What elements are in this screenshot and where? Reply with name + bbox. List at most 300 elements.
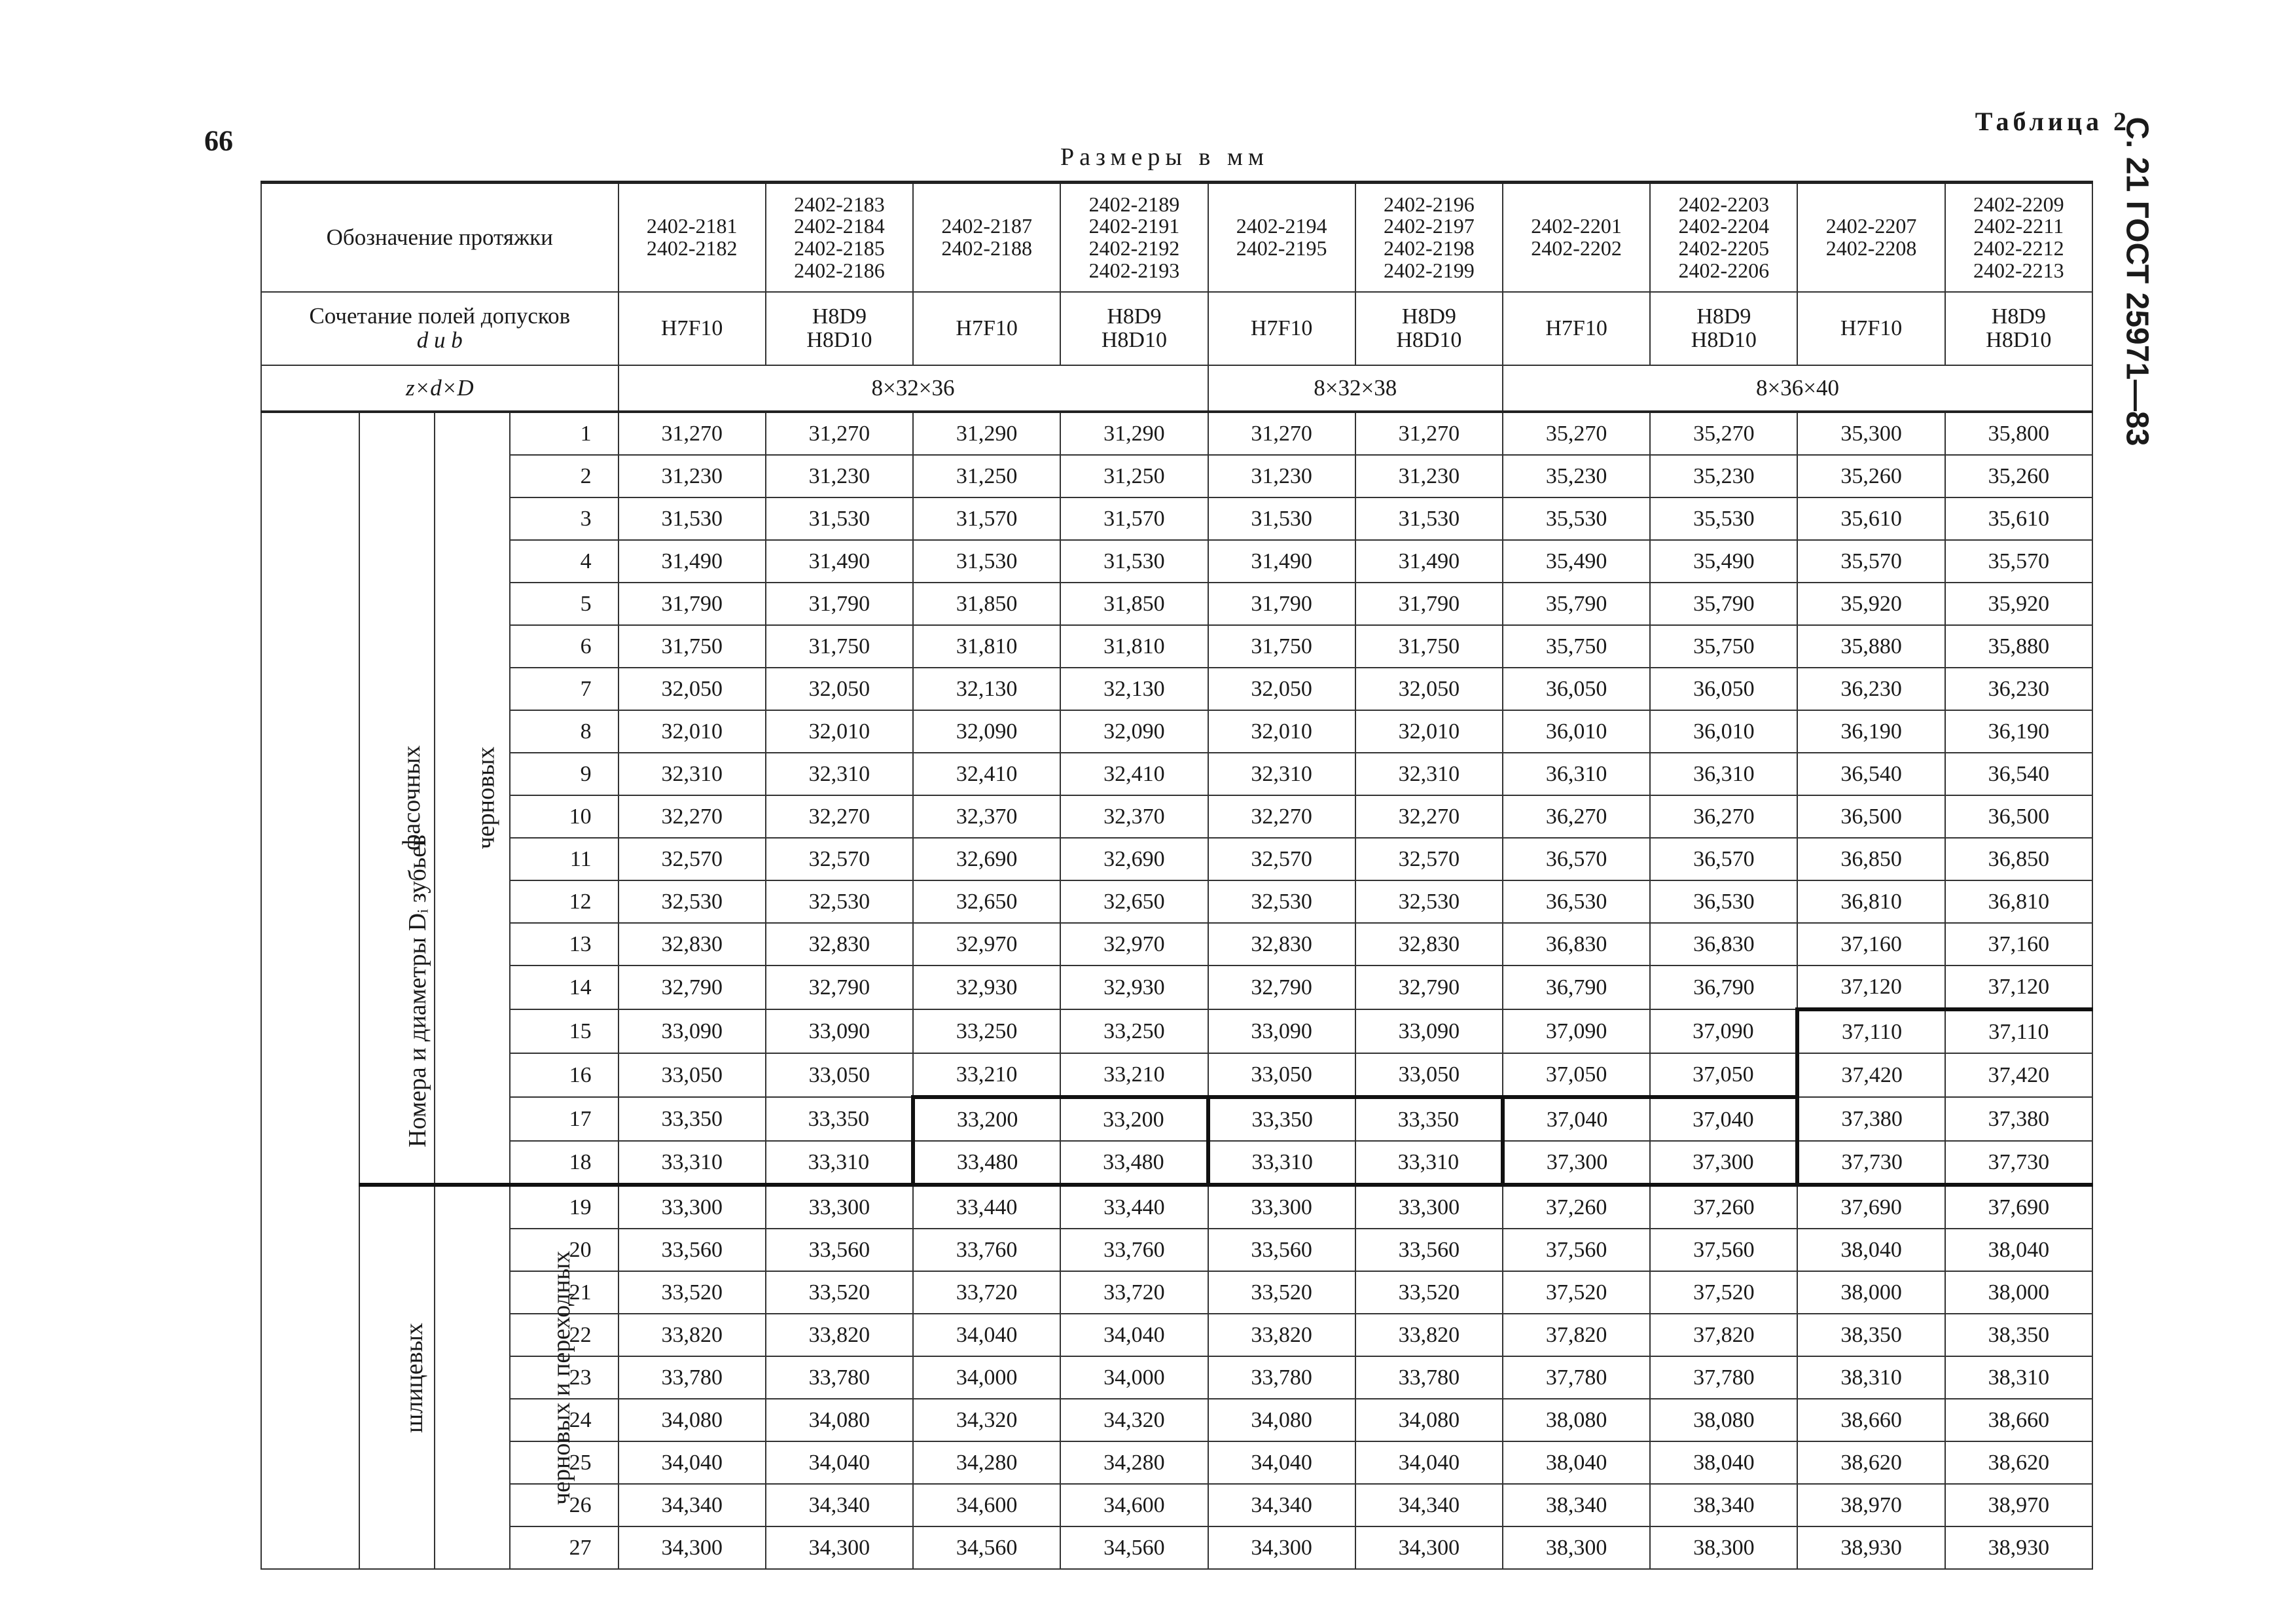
diameter-cell: 38,310 xyxy=(1797,1356,1945,1399)
diameter-cell: 36,850 xyxy=(1945,838,2092,880)
tooth-number: 19 xyxy=(510,1185,618,1229)
tolerance-code: H8D10 xyxy=(806,328,872,352)
designation-code: 2402-2211 xyxy=(1973,214,2064,238)
tolerance-row xyxy=(261,292,2092,365)
diameter-cell: 33,780 xyxy=(618,1356,766,1399)
stub-outer-text: Номера и диаметры Dᵢ зубьев xyxy=(403,834,431,1147)
diameter-cell: 34,340 xyxy=(766,1484,913,1526)
diameter-cell: 33,350 xyxy=(1208,1097,1355,1141)
diameter-cell: 36,530 xyxy=(1650,880,1797,923)
table-row xyxy=(261,1141,2092,1185)
diameter-cell: 33,560 xyxy=(1208,1229,1355,1271)
diameter-cell: 37,730 xyxy=(1945,1141,2092,1185)
table-row xyxy=(261,625,2092,668)
diameter-cell: 34,560 xyxy=(913,1526,1060,1569)
diameter-cell: 34,300 xyxy=(1355,1526,1503,1569)
table-row xyxy=(261,923,2092,965)
diameter-cell: 38,340 xyxy=(1650,1484,1797,1526)
tolerance-code: H7F10 xyxy=(1545,316,1607,341)
designation-row xyxy=(261,183,2092,293)
tooth-number: 2 xyxy=(510,455,618,497)
tooth-number: 16 xyxy=(510,1053,618,1097)
tolerance-col-5 xyxy=(1208,292,1355,365)
table-row xyxy=(261,1097,2092,1141)
diameter-cell: 32,010 xyxy=(1355,710,1503,753)
designation-code: 2402-2191 xyxy=(1088,214,1180,238)
tolerance-code: H8D10 xyxy=(1691,328,1757,352)
designation-code: 2402-2206 xyxy=(1678,258,1770,282)
diameter-cell: 32,570 xyxy=(766,838,913,880)
diameter-cell: 33,780 xyxy=(766,1356,913,1399)
diameter-cell: 38,660 xyxy=(1945,1399,2092,1441)
tooth-number: 4 xyxy=(510,540,618,583)
diameter-cell: 37,420 xyxy=(1945,1053,2092,1097)
diameter-cell: 37,520 xyxy=(1503,1271,1650,1314)
diameter-cell: 33,480 xyxy=(1060,1141,1208,1185)
diameter-cell: 32,970 xyxy=(913,923,1060,965)
diameter-cell: 33,350 xyxy=(766,1097,913,1141)
diameter-cell: 32,830 xyxy=(618,923,766,965)
designation-label: Обозначение протяжки xyxy=(261,183,618,293)
diameter-cell: 33,350 xyxy=(1355,1097,1503,1141)
diameter-cell: 31,250 xyxy=(1060,455,1208,497)
diameter-cell: 31,270 xyxy=(1355,412,1503,455)
table-row xyxy=(261,1271,2092,1314)
designation-col-4 xyxy=(1060,183,1208,293)
diameter-cell: 33,720 xyxy=(913,1271,1060,1314)
diameter-cell: 37,040 xyxy=(1650,1097,1797,1141)
diameter-cell: 31,530 xyxy=(1208,497,1355,540)
diameter-cell: 33,350 xyxy=(618,1097,766,1141)
tooth-number: 11 xyxy=(510,838,618,880)
tolerance-col-9 xyxy=(1797,292,1945,365)
diameter-cell: 31,810 xyxy=(1060,625,1208,668)
tooth-number: 1 xyxy=(510,412,618,455)
designation-code: 2402-2189 xyxy=(1088,192,1180,216)
diameter-cell: 34,000 xyxy=(913,1356,1060,1399)
diameter-cell: 33,480 xyxy=(913,1141,1060,1185)
diameter-cell: 37,120 xyxy=(1797,965,1945,1009)
tooth-number: 21 xyxy=(510,1271,618,1314)
diameter-cell: 33,300 xyxy=(1355,1185,1503,1229)
designation-code: 2402-2181 xyxy=(646,214,738,238)
tolerance-col-8 xyxy=(1650,292,1797,365)
diameter-cell: 34,340 xyxy=(1355,1484,1503,1526)
diameter-cell: 32,410 xyxy=(1060,753,1208,795)
diameter-cell: 37,090 xyxy=(1503,1009,1650,1053)
diameter-cell: 32,090 xyxy=(1060,710,1208,753)
designation-col-10 xyxy=(1945,183,2092,293)
diameter-cell: 33,310 xyxy=(766,1141,913,1185)
designation-code: 2402-2182 xyxy=(646,236,738,260)
diameter-cell: 38,040 xyxy=(1797,1229,1945,1271)
diameter-cell: 31,490 xyxy=(1355,540,1503,583)
diameter-cell: 33,050 xyxy=(618,1053,766,1097)
diameter-cell: 31,530 xyxy=(913,540,1060,583)
tolerance-code: H8D10 xyxy=(1986,328,2052,352)
tooth-number: 17 xyxy=(510,1097,618,1141)
stub-section-text: фасочных xyxy=(398,745,426,851)
diameter-cell: 33,300 xyxy=(1208,1185,1355,1229)
tooth-number: 22 xyxy=(510,1314,618,1356)
diameter-cell: 36,230 xyxy=(1797,668,1945,710)
table-row xyxy=(261,412,2092,455)
diameter-cell: 34,300 xyxy=(618,1526,766,1569)
diameter-cell: 32,270 xyxy=(1355,795,1503,838)
diameter-cell: 37,160 xyxy=(1797,923,1945,965)
diameter-cell: 36,570 xyxy=(1650,838,1797,880)
tooth-number: 20 xyxy=(510,1229,618,1271)
diameter-cell: 33,520 xyxy=(766,1271,913,1314)
diameter-cell: 35,750 xyxy=(1650,625,1797,668)
tooth-number: 5 xyxy=(510,583,618,625)
diameter-cell: 33,250 xyxy=(913,1009,1060,1053)
stub-section-spline xyxy=(359,1185,435,1569)
diameter-cell: 33,210 xyxy=(1060,1053,1208,1097)
diameter-cell: 38,620 xyxy=(1945,1441,2092,1484)
tolerance-code: H8D9 xyxy=(1107,304,1162,329)
diameter-cell: 32,530 xyxy=(1355,880,1503,923)
diameter-cell: 35,300 xyxy=(1797,412,1945,455)
diameter-cell: 31,530 xyxy=(1355,497,1503,540)
diameter-cell: 36,010 xyxy=(1650,710,1797,753)
table-row xyxy=(261,1185,2092,1229)
diameter-cell: 33,090 xyxy=(766,1009,913,1053)
designation-col-2 xyxy=(766,183,913,293)
diameter-cell: 32,930 xyxy=(913,965,1060,1009)
designation-code: 2402-2197 xyxy=(1384,214,1475,238)
diameter-cell: 31,750 xyxy=(766,625,913,668)
diameter-cell: 34,000 xyxy=(1060,1356,1208,1399)
diameter-cell: 32,050 xyxy=(1208,668,1355,710)
diameter-cell: 37,040 xyxy=(1503,1097,1650,1141)
diameter-cell: 36,050 xyxy=(1650,668,1797,710)
diameter-cell: 31,230 xyxy=(618,455,766,497)
tooth-number: 13 xyxy=(510,923,618,965)
designation-code: 2402-2202 xyxy=(1531,236,1622,260)
diameter-cell: 36,500 xyxy=(1797,795,1945,838)
diameter-cell: 31,270 xyxy=(766,412,913,455)
diameter-cell: 35,790 xyxy=(1650,583,1797,625)
diameter-cell: 33,780 xyxy=(1355,1356,1503,1399)
designation-code: 2402-2204 xyxy=(1678,214,1770,238)
tolerance-code: H8D10 xyxy=(1396,328,1462,352)
diameter-cell: 38,970 xyxy=(1797,1484,1945,1526)
diameter-cell: 32,830 xyxy=(1208,923,1355,965)
diameter-cell: 38,080 xyxy=(1503,1399,1650,1441)
diameter-cell: 37,260 xyxy=(1650,1185,1797,1229)
designation-code: 2402-2188 xyxy=(941,236,1032,260)
diameter-cell: 37,690 xyxy=(1945,1185,2092,1229)
diameter-cell: 35,260 xyxy=(1797,455,1945,497)
diameter-cell: 35,530 xyxy=(1650,497,1797,540)
diameter-cell: 32,010 xyxy=(766,710,913,753)
diameter-cell: 35,490 xyxy=(1503,540,1650,583)
diameter-cell: 33,090 xyxy=(618,1009,766,1053)
table-row xyxy=(261,497,2092,540)
designation-code: 2402-2203 xyxy=(1678,192,1770,216)
diameter-cell: 36,190 xyxy=(1797,710,1945,753)
diameter-cell: 31,290 xyxy=(913,412,1060,455)
diameter-cell: 36,050 xyxy=(1503,668,1650,710)
diameter-cell: 33,820 xyxy=(1208,1314,1355,1356)
diameter-cell: 33,820 xyxy=(1355,1314,1503,1356)
tooth-number: 14 xyxy=(510,965,618,1009)
designation-col-3 xyxy=(913,183,1060,293)
diameter-cell: 35,530 xyxy=(1503,497,1650,540)
diameter-cell: 31,530 xyxy=(1060,540,1208,583)
diameter-cell: 33,300 xyxy=(766,1185,913,1229)
diameter-cell: 38,340 xyxy=(1503,1484,1650,1526)
diameter-cell: 33,760 xyxy=(913,1229,1060,1271)
dimensions-table-container xyxy=(260,181,2093,1570)
diameter-cell: 32,530 xyxy=(766,880,913,923)
diameter-cell: 37,260 xyxy=(1503,1185,1650,1229)
designation-col-1 xyxy=(618,183,766,293)
table-row xyxy=(261,1356,2092,1399)
diameter-cell: 33,250 xyxy=(1060,1009,1208,1053)
table-row xyxy=(261,455,2092,497)
diameter-cell: 33,520 xyxy=(618,1271,766,1314)
diameter-cell: 32,010 xyxy=(1208,710,1355,753)
diameter-cell: 36,810 xyxy=(1797,880,1945,923)
designation-code: 2402-2198 xyxy=(1384,236,1475,260)
table-row xyxy=(261,1009,2092,1053)
diameter-cell: 34,080 xyxy=(766,1399,913,1441)
diameter-cell: 33,560 xyxy=(1355,1229,1503,1271)
diameter-cell: 35,270 xyxy=(1650,412,1797,455)
diameter-cell: 37,300 xyxy=(1503,1141,1650,1185)
diameter-cell: 31,790 xyxy=(766,583,913,625)
tooth-number: 12 xyxy=(510,880,618,923)
side-header xyxy=(2094,117,2179,446)
diameter-cell: 37,420 xyxy=(1797,1053,1945,1097)
diameter-cell: 34,600 xyxy=(1060,1484,1208,1526)
table-row xyxy=(261,1314,2092,1356)
diameter-cell: 35,790 xyxy=(1503,583,1650,625)
diameter-cell: 32,830 xyxy=(1355,923,1503,965)
designation-code: 2402-2196 xyxy=(1384,192,1475,216)
diameter-cell: 36,270 xyxy=(1503,795,1650,838)
diameter-cell: 38,000 xyxy=(1797,1271,1945,1314)
diameter-cell: 33,050 xyxy=(766,1053,913,1097)
designation-code: 2402-2183 xyxy=(794,192,885,216)
tolerance-col-7 xyxy=(1503,292,1650,365)
diameter-cell: 36,850 xyxy=(1797,838,1945,880)
diameter-cell: 34,040 xyxy=(618,1441,766,1484)
diameter-cell: 31,230 xyxy=(766,455,913,497)
designation-code: 2402-2187 xyxy=(941,214,1032,238)
diameter-cell: 35,270 xyxy=(1503,412,1650,455)
tooth-number: 6 xyxy=(510,625,618,668)
diameter-cell: 35,610 xyxy=(1945,497,2092,540)
tooth-number: 26 xyxy=(510,1484,618,1526)
table-label: Таблица 2 xyxy=(1975,107,2130,136)
diameter-cell: 32,050 xyxy=(766,668,913,710)
diameter-cell: 34,560 xyxy=(1060,1526,1208,1569)
table-row xyxy=(261,540,2092,583)
diameter-cell: 34,080 xyxy=(1208,1399,1355,1441)
designation-code: 2402-2201 xyxy=(1531,214,1622,238)
diameter-cell: 34,300 xyxy=(1208,1526,1355,1569)
diameter-cell: 31,250 xyxy=(913,455,1060,497)
diameter-cell: 36,310 xyxy=(1650,753,1797,795)
designation-col-5 xyxy=(1208,183,1355,293)
group-8x32x36: 8×32×36 xyxy=(618,365,1208,412)
diameter-cell: 31,490 xyxy=(618,540,766,583)
diameter-cell: 33,310 xyxy=(618,1141,766,1185)
diameter-cell: 32,310 xyxy=(1208,753,1355,795)
designation-code: 2402-2208 xyxy=(1825,236,1917,260)
table-row xyxy=(261,1399,2092,1441)
diameter-cell: 31,790 xyxy=(1208,583,1355,625)
tooth-number: 8 xyxy=(510,710,618,753)
diameter-cell: 38,300 xyxy=(1503,1526,1650,1569)
diameter-cell: 33,560 xyxy=(766,1229,913,1271)
diameter-cell: 32,270 xyxy=(766,795,913,838)
diameter-cell: 35,880 xyxy=(1945,625,2092,668)
diameter-cell: 35,230 xyxy=(1503,455,1650,497)
diameter-cell: 36,570 xyxy=(1503,838,1650,880)
designation-code: 2402-2184 xyxy=(794,214,885,238)
diameter-cell: 37,300 xyxy=(1650,1141,1797,1185)
diameter-cell: 37,560 xyxy=(1650,1229,1797,1271)
diameter-cell: 37,520 xyxy=(1650,1271,1797,1314)
tolerance-label-line1: Сочетание полей допусков xyxy=(309,303,571,329)
table-row xyxy=(261,1484,2092,1526)
tooth-number: 9 xyxy=(510,753,618,795)
diameter-cell: 34,040 xyxy=(1355,1441,1503,1484)
diameter-cell: 32,050 xyxy=(1355,668,1503,710)
diameter-cell: 38,350 xyxy=(1797,1314,1945,1356)
tolerance-code: H7F10 xyxy=(956,316,1018,341)
diameter-cell: 37,160 xyxy=(1945,923,2092,965)
diameter-cell: 35,880 xyxy=(1797,625,1945,668)
diameter-cell: 33,780 xyxy=(1208,1356,1355,1399)
diameter-cell: 37,110 xyxy=(1945,1009,2092,1053)
designation-col-7 xyxy=(1503,183,1650,293)
diameter-cell: 31,750 xyxy=(1208,625,1355,668)
diameter-cell: 32,530 xyxy=(618,880,766,923)
diameter-cell: 32,370 xyxy=(913,795,1060,838)
diameter-cell: 38,350 xyxy=(1945,1314,2092,1356)
diameter-cell: 32,790 xyxy=(1208,965,1355,1009)
diameter-cell: 32,570 xyxy=(1208,838,1355,880)
diameter-cell: 34,040 xyxy=(766,1441,913,1484)
table-row xyxy=(261,1526,2092,1569)
diameter-cell: 32,310 xyxy=(1355,753,1503,795)
diameter-cell: 32,010 xyxy=(618,710,766,753)
units-caption: Размеры в мм xyxy=(1060,143,1269,171)
diameter-cell: 38,040 xyxy=(1503,1441,1650,1484)
diameter-cell: 31,570 xyxy=(1060,497,1208,540)
diameter-cell: 32,310 xyxy=(618,753,766,795)
designation-code: 2402-2195 xyxy=(1236,236,1327,260)
diameter-cell: 36,270 xyxy=(1650,795,1797,838)
designation-code: 2402-2207 xyxy=(1825,214,1917,238)
designation-code: 2402-2186 xyxy=(794,258,885,282)
diameter-cell: 38,970 xyxy=(1945,1484,2092,1526)
diameter-cell: 35,490 xyxy=(1650,540,1797,583)
side-header-text: С. 21 ГОСТ 25971—83 xyxy=(2119,117,2155,446)
diameter-cell: 33,310 xyxy=(1208,1141,1355,1185)
diameter-cell: 31,850 xyxy=(913,583,1060,625)
diameter-cell: 31,490 xyxy=(766,540,913,583)
diameter-cell: 32,130 xyxy=(913,668,1060,710)
diameter-cell: 33,210 xyxy=(913,1053,1060,1097)
diameter-cell: 34,320 xyxy=(913,1399,1060,1441)
tooth-number: 27 xyxy=(510,1526,618,1569)
designation-code: 2402-2205 xyxy=(1678,236,1770,260)
diameter-cell: 31,570 xyxy=(913,497,1060,540)
diameter-cell: 34,080 xyxy=(618,1399,766,1441)
diameter-cell: 31,750 xyxy=(618,625,766,668)
diameter-cell: 33,200 xyxy=(913,1097,1060,1141)
diameter-cell: 32,790 xyxy=(766,965,913,1009)
diameter-cell: 36,810 xyxy=(1945,880,2092,923)
diameter-cell: 37,380 xyxy=(1945,1097,2092,1141)
table-row xyxy=(261,880,2092,923)
diameter-cell: 35,260 xyxy=(1945,455,2092,497)
tolerance-code: H8D9 xyxy=(1401,304,1456,329)
designation-col-6 xyxy=(1355,183,1503,293)
designation-code: 2402-2193 xyxy=(1088,258,1180,282)
diameter-cell: 38,080 xyxy=(1650,1399,1797,1441)
tolerance-col-6 xyxy=(1355,292,1503,365)
table-row xyxy=(261,710,2092,753)
tolerance-col-3 xyxy=(913,292,1060,365)
diameter-cell: 35,920 xyxy=(1797,583,1945,625)
diameter-cell: 34,600 xyxy=(913,1484,1060,1526)
group-8x32x38: 8×32×38 xyxy=(1208,365,1503,412)
diameter-cell: 33,300 xyxy=(618,1185,766,1229)
diameter-cell: 32,690 xyxy=(1060,838,1208,880)
diameter-cell: 33,440 xyxy=(1060,1185,1208,1229)
diameter-cell: 32,930 xyxy=(1060,965,1208,1009)
stub-subsection-rough-transitional xyxy=(435,1185,576,1569)
diameter-cell: 37,050 xyxy=(1503,1053,1650,1097)
diameter-cell: 33,310 xyxy=(1355,1141,1503,1185)
tooth-number: 23 xyxy=(510,1356,618,1399)
diameter-cell: 33,200 xyxy=(1060,1097,1208,1141)
diameter-cell: 32,310 xyxy=(766,753,913,795)
tolerance-code: H8D10 xyxy=(1101,328,1167,352)
diameter-cell: 33,090 xyxy=(1355,1009,1503,1053)
diameter-cell: 31,530 xyxy=(766,497,913,540)
diameter-cell: 35,800 xyxy=(1945,412,2092,455)
diameter-cell: 31,230 xyxy=(1208,455,1355,497)
designation-code: 2402-2212 xyxy=(1973,236,2064,260)
diameter-cell: 35,610 xyxy=(1797,497,1945,540)
table-row xyxy=(261,1053,2092,1097)
diameter-cell: 31,790 xyxy=(1355,583,1503,625)
tooth-number: 24 xyxy=(510,1399,618,1441)
tolerance-code: H7F10 xyxy=(1250,316,1313,341)
tooth-number: 15 xyxy=(510,1009,618,1053)
diameter-cell: 33,760 xyxy=(1060,1229,1208,1271)
table-row xyxy=(261,1229,2092,1271)
tolerance-label-line2: d и b xyxy=(416,327,463,353)
diameter-cell: 33,050 xyxy=(1355,1053,1503,1097)
diameter-cell: 35,750 xyxy=(1503,625,1650,668)
diameter-cell: 37,050 xyxy=(1650,1053,1797,1097)
diameter-cell: 34,280 xyxy=(913,1441,1060,1484)
diameter-cell: 32,270 xyxy=(618,795,766,838)
diameter-cell: 31,810 xyxy=(913,625,1060,668)
diameter-cell: 36,540 xyxy=(1797,753,1945,795)
diameter-cell: 32,970 xyxy=(1060,923,1208,965)
table-row xyxy=(261,753,2092,795)
